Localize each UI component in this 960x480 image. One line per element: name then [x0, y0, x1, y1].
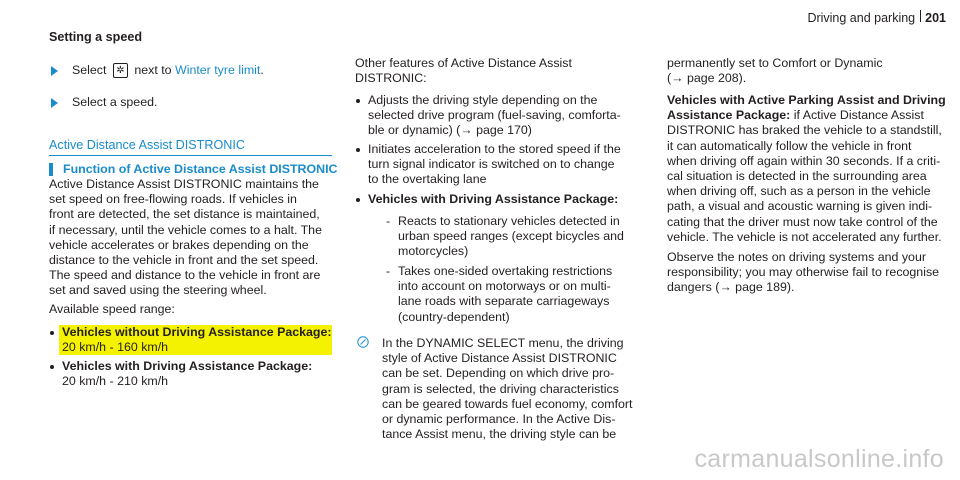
function-title-text: Function of Active Distance Assist DISTRONIC	[63, 162, 338, 176]
gear-icon: ✲	[113, 63, 128, 78]
sub-line: into account on motorways or on multi-	[398, 279, 611, 294]
bullet2-value: 20 km/h - 210 km/h	[62, 374, 169, 389]
note-dynamic-select	[355, 336, 677, 442]
watermark: carmanualsonline.info	[694, 445, 944, 473]
sub-line: lane roads with separate carriageways	[398, 294, 610, 309]
intro-line: Other features of Active Distance Assist	[355, 56, 572, 70]
bullet2-title: Vehicles with Driving Assistance Package:	[62, 359, 313, 373]
step1-text: Select	[72, 63, 107, 77]
para-line: set and saved using the steering wheel.	[49, 283, 267, 298]
para-line: cating that the driver must now take control of the	[667, 214, 938, 229]
active-parking-paragraph	[667, 93, 946, 245]
bullet1-value: 20 km/h - 160 km/h	[62, 340, 169, 355]
page-number: 201	[925, 11, 946, 25]
intro-line: DISTRONIC:	[355, 71, 427, 86]
para-line: when driving off, such as a person in the vehicle	[667, 184, 931, 199]
feature-bullet-drive-style	[355, 93, 663, 139]
winter-tyre-limit-link[interactable]: Winter tyre limit	[175, 63, 261, 77]
para-line: path, a visual and acoustic warning is given indi-	[667, 199, 933, 214]
obs-line: responsibility; you may otherwise fail to recognise	[667, 265, 940, 280]
note-line: style of Active Distance Assist DISTRONIC	[382, 351, 617, 366]
para-line: vehicle accelerates or brakes depending on the	[49, 237, 309, 252]
setting-speed-heading: Setting a speed	[49, 30, 143, 44]
step-arrow-icon	[51, 98, 58, 108]
page-ref-170[interactable]: ble or dynamic) (→ page 170)	[368, 123, 532, 138]
note-info-icon	[357, 336, 369, 348]
sub-item-stationary	[355, 214, 693, 260]
other-features-intro	[355, 56, 650, 86]
note-line: In the DYNAMIC SELECT menu, the driving	[382, 336, 624, 350]
para-line: vehicle. The vehicle is not accelerated any further.	[667, 229, 942, 244]
note-line: or dynamic performance. In the Active Dis-	[382, 412, 616, 427]
para-line: when driving off again within 30 seconds. If a criti-	[667, 153, 941, 168]
step-arrow-icon	[51, 66, 58, 76]
note-line: can be set. Depending on which drive pro-	[382, 366, 615, 381]
package-heading-line1: Vehicles with Active Parking Assist and Driving	[667, 93, 946, 107]
para-line: if necessary, until the vehicle comes to a halt. The	[49, 222, 322, 237]
dash-marker: -	[386, 264, 391, 278]
speed-range-label: Available speed range:	[49, 301, 175, 316]
bullet-dot	[50, 331, 54, 335]
function-paragraph	[49, 177, 337, 317]
bullet-line: selected drive program (fuel-saving, comforta-	[368, 108, 621, 123]
page-header	[807, 10, 946, 25]
para-line: set speed on free-flowing roads. If vehicles in	[49, 192, 297, 207]
bullet-dot	[50, 365, 54, 369]
para-line: it can automatically follow the vehicle in front	[667, 138, 912, 153]
dash-marker: -	[386, 214, 391, 228]
sub-line: Takes one-sided overtaking restrictions	[398, 264, 613, 278]
package-text: if Active Distance Assist	[790, 108, 924, 123]
bullet-dot	[356, 99, 360, 103]
bullet-line: to the overtaking lane	[368, 172, 487, 187]
para-line: cal situation is detected in the surrounding area	[667, 169, 927, 184]
step1-end: .	[260, 63, 264, 77]
bullet-line: Initiates acceleration to the stored speed if the	[368, 142, 621, 156]
function-marker	[49, 163, 53, 176]
bullet-line: Adjusts the driving style depending on the	[368, 93, 598, 107]
bullet-with-package	[49, 359, 350, 389]
obs-line: Observe the notes on driving systems and your	[667, 250, 926, 264]
para-line: Active Distance Assist DISTRONIC maintains the	[49, 177, 319, 191]
note-line: gram is selected, the driving characteristics	[382, 381, 619, 396]
sub-line: motorcycles)	[398, 244, 469, 259]
para-line: DISTRONIC has braked the vehicle to a standstill,	[667, 123, 942, 138]
step-select-speed	[49, 95, 360, 110]
function-title	[49, 162, 346, 177]
para-line: distance to the vehicle in front and the set speed.	[49, 253, 319, 268]
para-line: front are detected, the set distance is maintained,	[49, 207, 320, 222]
continued-text	[667, 56, 935, 86]
bullet-dot	[356, 198, 360, 202]
bullet3-title: Vehicles with Driving Assistance Package:	[368, 192, 619, 206]
package-heading-line2: Assistance Package:	[667, 108, 791, 123]
page-ref-189[interactable]: dangers (→ page 189).	[667, 280, 795, 295]
bullet-dot	[356, 148, 360, 152]
observe-notes-paragraph	[667, 250, 940, 296]
step-select-winter-tyre	[49, 63, 360, 78]
step2-text: Select a speed.	[72, 95, 158, 109]
feature-bullet-acceleration	[355, 142, 663, 188]
sub-item-overtaking	[355, 264, 693, 325]
bullet-without-package	[49, 325, 350, 355]
note-line: can be geared towards fuel economy, comfort	[382, 396, 633, 411]
note-line: tance Assist menu, the driving style can be	[382, 427, 617, 442]
step1-text-mid: next to	[134, 63, 172, 77]
bullet1-title: Vehicles without Driving Assistance Package:	[62, 325, 332, 339]
section-name: Driving and parking	[807, 11, 916, 25]
bullet-line: turn signal indicator is switched on to change	[368, 157, 615, 172]
section-title: Active Distance Assist DISTRONIC	[49, 138, 332, 156]
sub-line: Reacts to stationary vehicles detected in	[398, 214, 620, 228]
feature-bullet-package	[355, 192, 663, 207]
highlighted-range	[59, 325, 332, 355]
sub-line: (country-dependent)	[398, 309, 510, 324]
para-line: The speed and distance to the vehicle in front are	[49, 268, 321, 283]
header-divider	[920, 10, 921, 22]
cont-line: permanently set to Comfort or Dynamic	[667, 56, 883, 70]
page-ref-208[interactable]: (→ page 208).	[667, 71, 747, 86]
sub-line: urban speed ranges (except bicycles and	[398, 229, 624, 244]
